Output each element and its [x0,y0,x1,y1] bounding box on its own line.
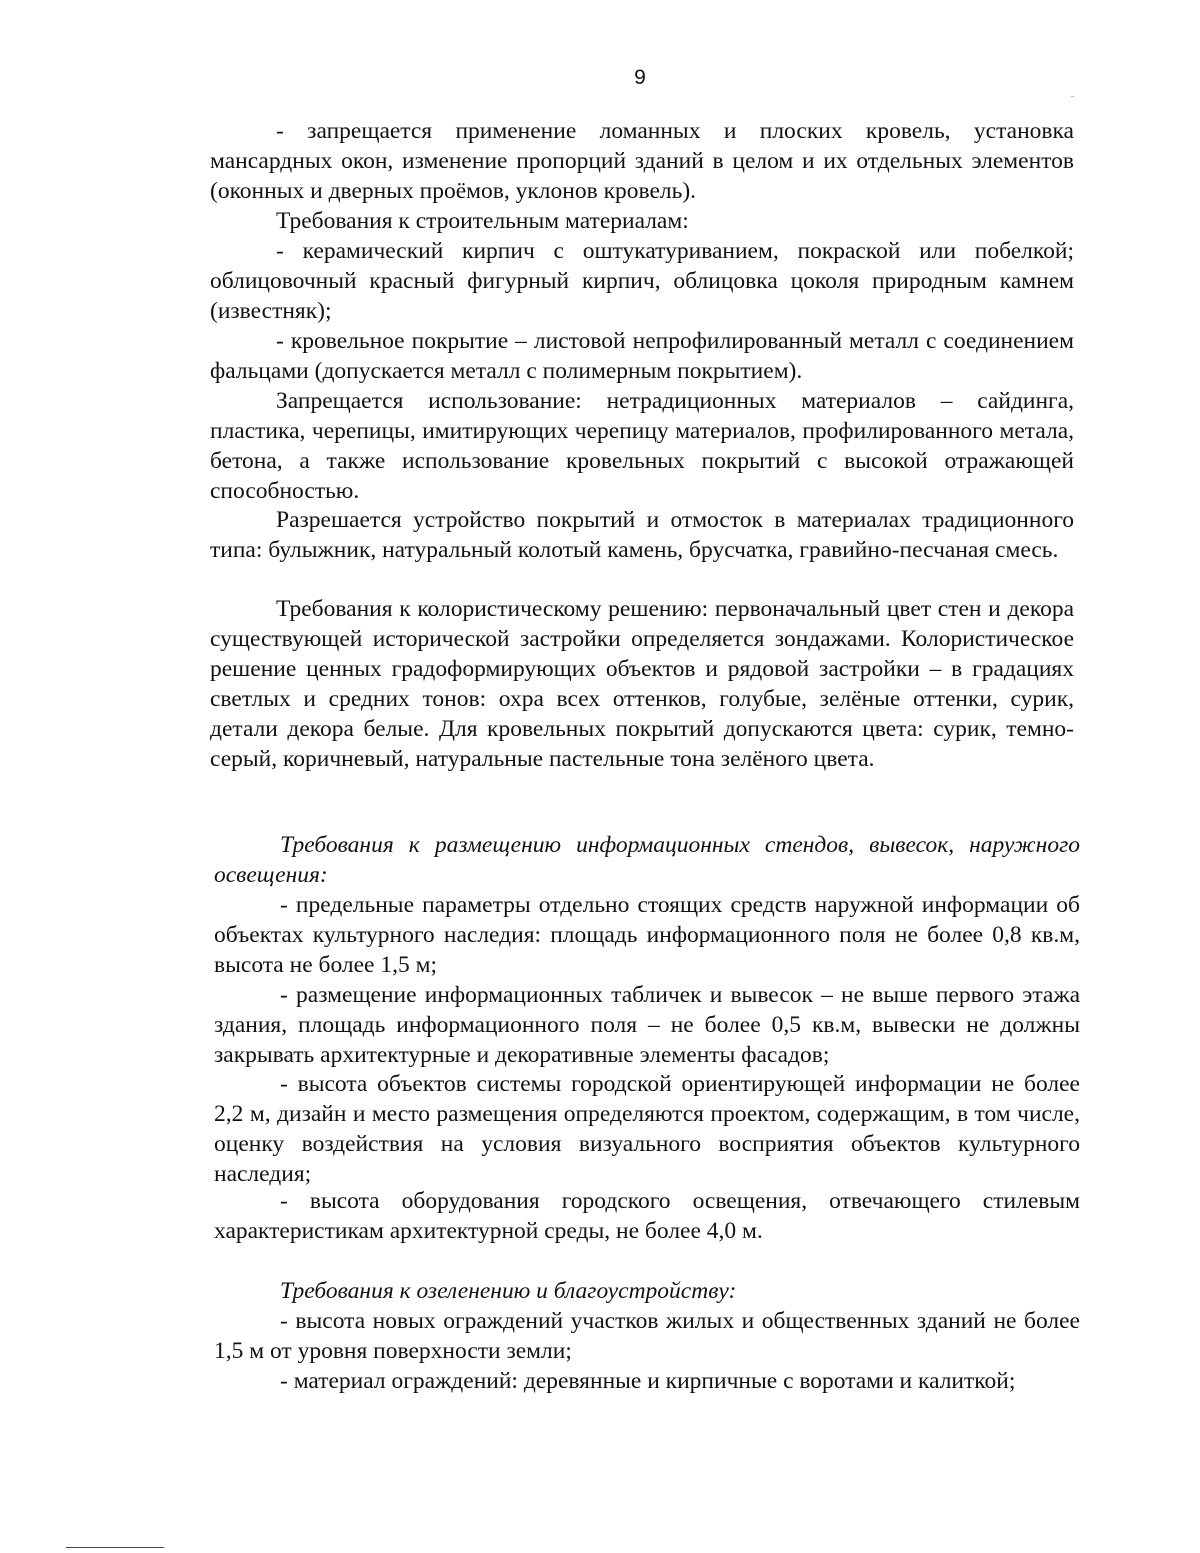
paragraph-color-requirements: Требования к колористическому решению: первоначальный цвет стен и декора существующей исторической застройки определяется зондажами. Колористическое решение ценных градоформирующих объектов и рядовой застройки – в градациях светлых и средних тонов: охра всех оттенков, голубые, зелёные оттенки, сурик, детали декора белые. Для кровельных покрытий допускаются цвета: сурик, темно-серый, коричневый, натуральные пастельные тона зелёного цвета. [210,596,1074,772]
paragraph-fence-height: - высота новых ограждений участков жилых и общественных зданий не более 1,5 м от уровня поверхности земли; [214,1308,1080,1364]
paragraph-prohibited-materials: Запрещается использование: нетрадиционных материалов – сайдинга, пластика, черепицы, имитирующих черепицу материалов, профилированного метала, бетона, а также использование кровельных покрытий с высокой отражающей способностью. [210,388,1074,504]
paragraph-roof-covering: - кровельное покрытие – листовой непрофилированный металл с соединением фальцами (допускается металл с полимерным покрытием). [210,328,1074,384]
scan-mark [1071,96,1074,97]
paragraph-orientation-info: - высота объектов системы городской ориентирующей информации не более 2,2 м, дизайн и место размещения определяются проектом, содержащим, в том числе, оценку воздействия на условия визуального восприятия объектов культурного наследия; [214,1071,1080,1187]
paragraph-roof-prohibition: - запрещается применение ломанных и плоских кровель, установка мансардных окон, изменение пропорций зданий в целом и их отдельных элементов (оконных и дверных проёмов, уклонов кровель). [210,118,1074,204]
page-number: 9 [634,66,646,89]
paragraph-permitted-paving: Разрешается устройство покрытий и отмосток в материалах традиционного типа: булыжник, натуральный колотый камень, брусчатка, гравийно-песчаная смесь. [210,507,1074,563]
paragraph-fence-material: - материал ограждений: деревянные и кирпичные с воротами и калиткой; [280,1368,1016,1394]
paragraph-brick-materials: - керамический кирпич с оштукатуриванием, покраской или побелкой; облицовочный красный фигурный кирпич, облицовка цоколя природным камнем (известняк); [210,238,1074,324]
paragraph-materials-heading: Требования к строительным материалам: [276,208,689,234]
heading-landscaping-requirements: Требования к озеленению и благоустройству: [280,1278,737,1304]
paragraph-street-lighting: - высота оборудования городского освещения, отвечающего стилевым характеристикам архитектурной среды, не более 4,0 м. [214,1188,1080,1244]
paragraph-signs-placement: - размещение информационных табличек и вывесок – не выше первого этажа здания, площадь информационного поля – не более 0,5 кв.м, вывески не должны закрывать архитектурные и декоративные элементы фасадов; [214,982,1080,1068]
heading-signage-requirements: Требования к размещению информационных стендов, вывесок, наружного освещения: [214,832,1080,888]
footer-rule [66,1547,164,1548]
paragraph-info-stand-params: - предельные параметры отдельно стоящих средств наружной информации об объектах культурного наследия: площадь информационного поля не более 0,8 кв.м, высота не более 1,5 м; [214,892,1080,978]
